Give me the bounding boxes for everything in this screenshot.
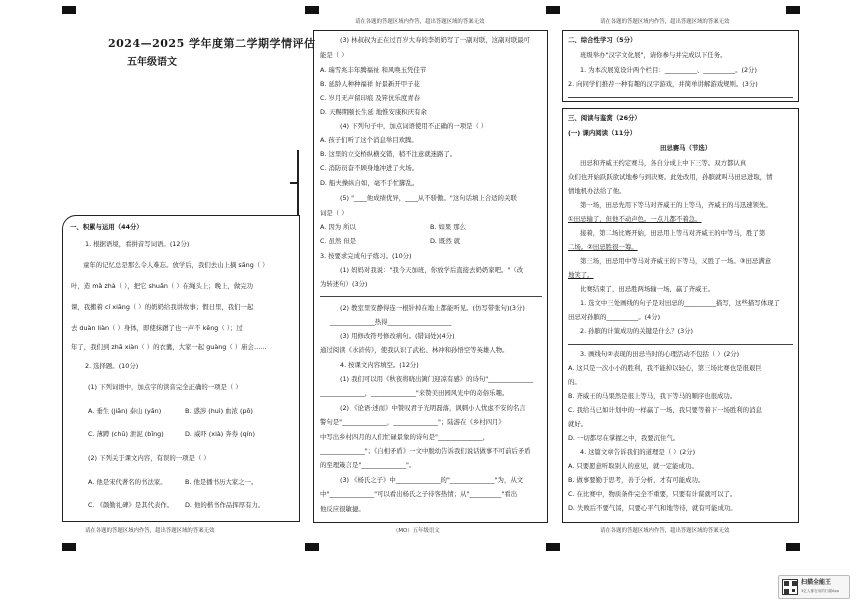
q4-3-cont1: 中"______________"可以看出杨氏之子待客热情；从"__________"看出 bbox=[320, 490, 518, 498]
registration-mark-top-left bbox=[62, 6, 76, 14]
q4-2-cont4: 的至理箴言是"______________"。 bbox=[320, 461, 416, 469]
qr-code-icon bbox=[782, 579, 798, 595]
answer-line-s2 bbox=[568, 97, 793, 98]
exam-subtitle: 五年级语文 bbox=[127, 57, 177, 68]
reading-q1: 1. 选文中三处画线的句子是对田忌的__________描写，这些描写体现了 bbox=[580, 299, 780, 307]
section-1-heading: 一、积累与运用（44分） bbox=[70, 223, 143, 231]
passage-line-2: 叶，造 mǎ zhà（ ），把它 shuǎn（ ）在绳头上；晚上，做完功 bbox=[71, 282, 254, 290]
q2-3-option-d: D. 天赐期颐长生延 地惟安康积庆有余 bbox=[320, 108, 427, 116]
reading-q3-a: A. 这只是一次小小的胜利，我不能掉以轻心，第三场比赛也是很艰巨 bbox=[568, 364, 762, 372]
q2-5-option-d: D. 既然 就 bbox=[430, 237, 461, 245]
reading-line-9: 地笑了。 bbox=[568, 271, 594, 279]
reading-q3-b: B. 齐威王的马果然是很上等马，我下等马的顺序也很成功。 bbox=[568, 392, 737, 400]
reading-q4-a: A. 只要愿意听取别人的意见，就一定能成功。 bbox=[568, 462, 698, 470]
q2-1-option-a: A. 垂生 (jiān) 泰山 (yǎn) bbox=[88, 407, 162, 415]
q2-2-option-b: B. 他是播书历大家之一。 bbox=[185, 478, 258, 486]
q2-5-option-a: A. 因为 所以 bbox=[320, 223, 356, 231]
q4-heading: 4. 按课文内容填空。(12分) bbox=[340, 361, 419, 369]
q4-1: (1) 我们可以用《秋夜将晓出篱门迎凉有感》的诗句"______________ bbox=[340, 375, 533, 383]
brand-name: 扫描全能王 bbox=[801, 579, 832, 586]
registration-mark-top-mid2 bbox=[546, 6, 560, 14]
reading-q3-d: D. 一切都尽在掌握之中，我要沉住气。 bbox=[568, 434, 680, 442]
footer-center: （MO）五年级语文 bbox=[393, 528, 440, 534]
q2-2-option-d: D. 他的楷书作品挥厚有力。 bbox=[185, 501, 265, 509]
q2-4-option-b: B. 这里的立交桥纵横交错，稍不注意就迷路了。 bbox=[320, 150, 457, 158]
header-notice-col3: 请在各题的答题区域内作答，超出答题区域的答案无效 bbox=[600, 19, 730, 25]
reading-line-1: 田忌和齐威王约定赛马，各自分成上中下三等。双方都认真 bbox=[580, 159, 747, 167]
section-2-q2: 2. 向同学们推荐一种有趣的汉字游戏，并简单讲解游戏规则。(3分) bbox=[568, 80, 758, 88]
q2-5-cont: 词是（ ） bbox=[320, 209, 348, 217]
q3-3: (3) 用修改符号修改病句。(错词处)(4分) bbox=[340, 332, 455, 340]
q2-4-option-c: C. 消防员奋不顾身地冲进了火场。 bbox=[320, 164, 418, 172]
q3-heading: 3. 按要求完成句子练习。(10分) bbox=[320, 252, 412, 260]
reading-q4: 4. 这篇文章告诉我们的道理是（ ）(2分) bbox=[580, 448, 696, 456]
reading-q4-d: D. 失败后不要气馁，只要心平气和地等待，就有可能成功。 bbox=[568, 504, 737, 512]
reading-line-4: 第一场，田忌先用下等马对齐威王的上等马，齐威王的马迅速领先。 bbox=[580, 201, 772, 209]
q4-2: (2) 《论语·述而》中赞叹君子光明磊落，讽刺小人忧虑不安的名言 bbox=[340, 404, 526, 412]
reading-line-2: 众们也开始跃跃欲试地参与到决赛。此处改用，孙膑就叫马田忌进取，情 bbox=[568, 173, 773, 181]
q4-3-cont2: 他反应很敏捷。 bbox=[320, 505, 365, 513]
q2-1: (1) 下列词语中，加点字的读音完全正确的一项是（ ） bbox=[88, 383, 242, 391]
header-notice-col2: 请在各题的答题区域内作答，超出答题区域的答案无效 bbox=[355, 19, 485, 25]
q2-5: (5) "____他成绩优异，____从不骄傲。"这句话填上合适的关联 bbox=[340, 194, 517, 202]
q2-3-cont: 能是（ ） bbox=[320, 51, 348, 59]
answer-line-rq2-a bbox=[568, 344, 793, 345]
q3-2: (2) 教室里安静得连一根针掉在地上都能听见。(仿写带张句)(3分) bbox=[340, 304, 525, 312]
q2-4-option-a: A. 孩子们听了这个消息举目欢腾。 bbox=[320, 136, 418, 144]
reading-line-5: ①田忌输了，但他不动声色。一点儿都不着急。 bbox=[568, 215, 702, 223]
q2-3-option-c: C. 岁月无声留印痕 及笄伉乐度青春 bbox=[320, 94, 421, 102]
reading-q4-c: C. 在比赛中，物质条件完全不重要，只要有计谋就可以了。 bbox=[568, 490, 737, 498]
q2-2: (2) 下列关于课文内容，有误的一项是（ ） bbox=[88, 454, 210, 462]
section-2-intro: 班级举办"汉字文化展"，请你参与并完成以下任务。 bbox=[580, 51, 727, 59]
q3-1: (1) 妈妈对我说："我今天加班，你放学后直接去奶奶家吧。"（改 bbox=[340, 266, 524, 274]
reading-line-10: 比赛结束了，田忌胜两场输一场，赢了齐威王。 bbox=[580, 285, 715, 293]
q2-3: (3) 林叔叔为正在过百岁大寿的李奶奶写了一副对联，这副对联最可 bbox=[340, 36, 531, 44]
section-3-part1: (一) 课内阅读（11分） bbox=[568, 129, 637, 137]
footer-notice-col1: 请在各题的答题区域内作答，超出答题区域的答案无效 bbox=[85, 528, 215, 534]
q3-2-cont: ______________热得____________________ bbox=[330, 318, 452, 326]
reading-line-3: 情地机办法给了他。 bbox=[568, 187, 626, 195]
q2-3-option-b: B. 延龄人种种福祥 好景新开甲子花 bbox=[320, 80, 420, 88]
q4-1-cont: ______________，______________"来赞美田园风光中的奇俗乐趣。 bbox=[320, 389, 509, 397]
q4-3: (3) 《杨氏之子》中______________的"______________"为，从文 bbox=[340, 476, 524, 484]
reading-q3-a-cont: 的。 bbox=[568, 378, 581, 386]
reading-line-6: 接着，第二场比赛开始，田忌用上等马对齐威王的中等马，胜了第 bbox=[580, 229, 766, 237]
reading-q4-b: B. 做事要勤于思考，善于分析，才有可能成功。 bbox=[568, 476, 705, 484]
q2-5-option-b: B. 如果 那么 bbox=[430, 223, 467, 231]
reading-q3-c: C. 我给马已如计划中的一样赢了一场，我只要等着下一场胜利的消息 bbox=[568, 406, 762, 414]
footer-notice-col3: 请在各题的答题区域内作答，超出答题区域的答案无效 bbox=[600, 528, 730, 534]
registration-mark-bottom-left bbox=[62, 543, 76, 551]
q1-heading: 1. 根据语境，看拼音写词语。(12分) bbox=[85, 240, 190, 248]
reading-q3: 3. 画线句②表现的田忌当时的心理活动不包括（ ）(2分) bbox=[580, 350, 740, 358]
q2-2-option-c: C. 《颜勤礼碑》是其代表作。 bbox=[88, 501, 174, 509]
reading-q1-cont: 田忌对孙膑的__________。(4分) bbox=[568, 313, 661, 321]
passage-line-4: 去 duàn liàn（ ）身体，即使抹蹭了也一声不 kēng（ ）；过 bbox=[71, 324, 243, 332]
section-2-q1: 1. 为本次展览设计两个栏目：__________、__________。(2分) bbox=[580, 66, 757, 74]
q2-2-option-a: A. 他是宋代著名的书法家。 bbox=[88, 478, 167, 486]
q4-2-cont2: 中写出乡村四月的人们忙碌景象的诗句是"______________， bbox=[320, 433, 490, 441]
brand-tagline: 3亿人都在用的扫描App bbox=[801, 589, 840, 593]
q2-heading: 2. 选择题。(10分) bbox=[85, 362, 139, 370]
exam-title: 2024—2025 学年度第二学期学情评估 bbox=[108, 37, 316, 50]
section-3-heading: 三、阅读与鉴赏（26分） bbox=[568, 114, 641, 122]
q2-4: (4) 下列句子中，加点词语使用不正确的一项是（ ） bbox=[340, 122, 488, 130]
q2-5-option-c: C. 虽然 但是 bbox=[320, 237, 357, 245]
q4-2-cont1: 警句是"______________，______________"；陆游在《乡村四月》 bbox=[320, 418, 505, 426]
passage-line-5: 年了，我们到 zhā xiàn（ ）的衣囊，大家一起 guàng（ ）庙会…… bbox=[71, 343, 267, 351]
registration-mark-top-mid1 bbox=[305, 6, 319, 14]
q2-1-option-d: D. 威吓 (xià) 奔券 (qín) bbox=[185, 430, 255, 438]
answer-line-q3-1 bbox=[320, 296, 542, 297]
q2-1-option-b: B. 惑涉 (huì) 血浓 (pō) bbox=[185, 407, 253, 415]
scanner-brand-badge bbox=[778, 575, 850, 599]
passage-line-3: 课，我搬着 cí xiāng（ ）的奶奶给我讲故事；假日里，我们一起 bbox=[71, 303, 254, 311]
q4-2-cont3: ______________"；《自相矛盾》一文中脱幼告诉我们说话做事不可前后矛盾 bbox=[320, 447, 531, 455]
registration-mark-bottom-right bbox=[786, 543, 800, 551]
q2-3-option-a: A. 瑞雪兆丰年腾福祉 和风唤玉凭佳节 bbox=[320, 66, 427, 74]
reading-q2: 2. 孙膑的计策成功的关键是什么？(3分) bbox=[580, 327, 694, 335]
q3-1-cont: 为转述句）(3分) bbox=[320, 280, 368, 288]
q2-1-option-c: C. 薄蹲 (chū) 泄泥 (bīng) bbox=[88, 430, 164, 438]
q3-3-cont: 通过阅读《水浒传》，使我认识了武松、林冲和孙悟空等英雄人物。 bbox=[320, 346, 509, 354]
passage-line-1: 童年的记忆总是那么令人难忘。放学后，我们去山上摘 sāng（ ） bbox=[83, 261, 269, 269]
reading-line-7: 二场。②田忌胜很一筹。 bbox=[568, 243, 638, 251]
reading-q3-c-cont: 就好。 bbox=[568, 420, 588, 428]
registration-mark-bottom-mid1 bbox=[305, 543, 319, 551]
section-2-heading: 二、综合性学习（5分） bbox=[568, 36, 637, 44]
registration-mark-bottom-mid2 bbox=[546, 543, 560, 551]
registration-mark-top-right bbox=[786, 6, 800, 14]
reading-line-8: 第三场，田忌用中等马对齐威王的下等马，又胜了一场。③田忌满意 bbox=[580, 257, 772, 265]
q2-4-option-d: D. 船夫操纵自如，毫不手忙脚乱。 bbox=[320, 179, 419, 187]
reading-title: 田忌赛马（节选） bbox=[660, 144, 712, 152]
binding-tick bbox=[290, 182, 298, 184]
